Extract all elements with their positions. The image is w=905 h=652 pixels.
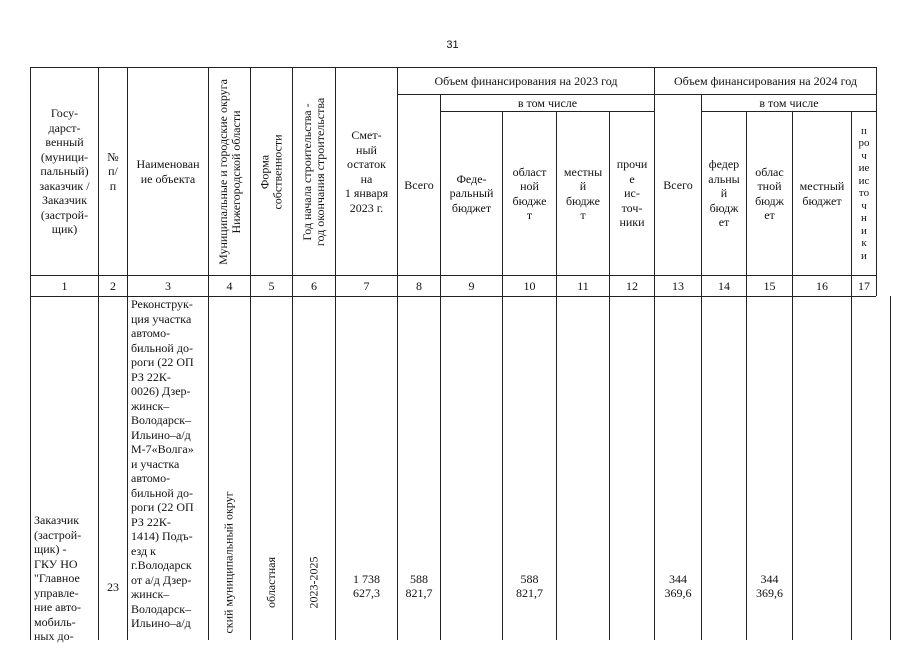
header-years-text: Год начала строительства - год окончания строительства: [300, 97, 328, 246]
investment-table: [30, 67, 876, 643]
column-number-15: 15: [763, 278, 776, 293]
col-border-17: [876, 67, 877, 296]
header-municipality: [209, 68, 250, 275]
row-estimated-balance: 1 738 627,3: [353, 571, 380, 600]
header-ownership-text: Форма собственности: [257, 133, 285, 210]
column-number-11: 11: [577, 278, 589, 293]
header-total-2024: Всего: [663, 177, 693, 192]
row-federal-2023: [441, 569, 502, 603]
header-other-2024: п ро ч ие ис то ч н и к и: [858, 124, 870, 262]
row-object-name: Реконструк- ция участка автомо- бильной до- роги (22 ОП РЗ 22К- 0026) Дзер- жинск– Володарск– Ильино–а/д М-7«Волга» и участка автомо- бильной до- роги (22 ОП РЗ 22К- 1414) Подъ- езд к г.Володарск от а/д Дзер- жинск– Володарск– Ильино–а/д: [131, 297, 194, 630]
header-regional-2023: област ной бюдже т: [512, 164, 547, 222]
header-row-number: № п/ п: [107, 149, 119, 193]
col-border-17-body: [890, 296, 891, 640]
header-funding-2023: Объем финансирования на 2023 год: [434, 73, 618, 88]
row-municipality: [209, 472, 250, 652]
header-object-name: Наименован ие объекта: [136, 157, 200, 186]
row-ownership-text: областная: [264, 556, 278, 608]
column-number-6: 6: [311, 278, 317, 293]
row-total-2024: 344 369,6: [664, 571, 692, 600]
row-other-2023: [610, 569, 654, 603]
row-years-text: 2023-2025: [306, 556, 321, 608]
column-number-2: 2: [110, 278, 116, 293]
row-number: 23: [107, 579, 119, 594]
column-number-17: 17: [858, 278, 870, 293]
row-municipality-text: ский муниципальный округ: [222, 490, 237, 634]
row-regional-2023: 588 821,7: [516, 571, 543, 600]
row-customer: Заказчик (застрой- щик) - ГКУ НО "Главное управле- ние авто- мобиль- ных до-: [34, 513, 82, 643]
header-federal-2024: федер альны й бюдж ет: [708, 157, 740, 230]
row-local-2024: [793, 569, 851, 603]
column-number-7: 7: [363, 278, 370, 293]
header-customer: Госу- дарст- венный (муници- пальный) заказчик / Заказчик (застрой- щик): [39, 106, 90, 237]
row-years: [293, 532, 335, 632]
header-total-2023: Всего: [404, 177, 434, 192]
header-local-2023: местны й бюдже т: [563, 164, 603, 222]
header-ownership: [251, 68, 292, 275]
header-estimated-balance: Смет- ный остаток на 1 января 2023 г.: [344, 128, 389, 215]
column-number-4: 4: [226, 278, 233, 293]
row-regional-2024: 344 369,6: [756, 571, 783, 600]
row-total-2023: 588 821,7: [405, 571, 433, 600]
header-local-2024: местный бюджет: [799, 179, 845, 208]
column-number-14: 14: [718, 278, 730, 293]
column-number-16: 16: [816, 278, 828, 293]
header-other-2023: прочи е ис- точ- ники: [616, 157, 648, 230]
column-number-9: 9: [468, 278, 475, 293]
column-number-5: 5: [268, 278, 275, 293]
row-other-2024: [852, 569, 876, 603]
header-funding-2024: Объем финансирования на 2024 год: [673, 73, 858, 88]
column-number-3: 3: [165, 278, 171, 293]
header-years: [293, 68, 335, 275]
column-number-10: 10: [523, 278, 536, 293]
column-number-1: 1: [61, 278, 68, 293]
row-local-2023: [557, 569, 609, 603]
column-number-13: 13: [672, 278, 684, 293]
header-including-2023: в том числе: [517, 95, 578, 110]
row-ownership: [251, 532, 292, 632]
row-federal-2024: [702, 569, 746, 603]
header-including-2024: в том числе: [759, 95, 819, 110]
header-municipality-text: Муниципальные и городские округа Нижегородской области: [215, 78, 243, 265]
column-number-12: 12: [626, 278, 638, 293]
header-federal-2023: Феде- ральный бюджет: [449, 171, 494, 215]
column-number-8: 8: [416, 278, 422, 293]
header-regional-2024: облас тной бюдж ет: [755, 164, 784, 222]
page-number: 31: [446, 39, 459, 51]
